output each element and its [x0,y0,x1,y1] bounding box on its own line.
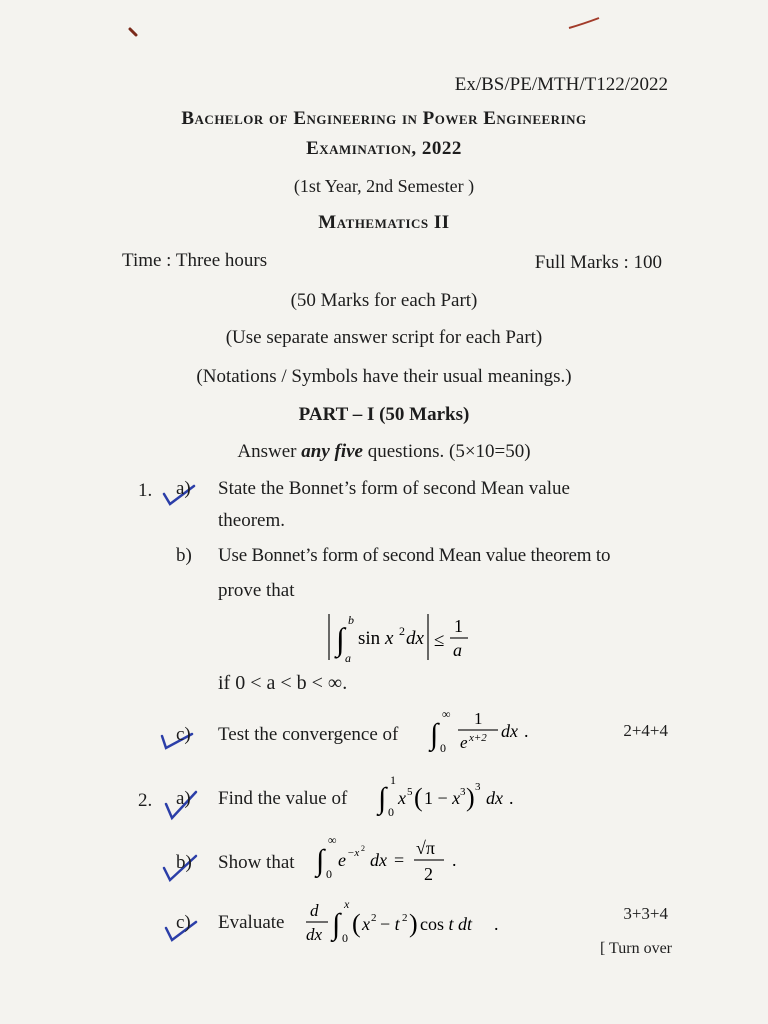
svg-text:2: 2 [399,624,405,638]
svg-text:∞: ∞ [442,707,451,721]
svg-text:∫: ∫ [332,908,341,941]
question-1a-label: a) [176,478,191,499]
svg-text:): ) [409,909,418,938]
svg-text:∫: ∫ [316,844,325,877]
svg-text:x+2: x+2 [469,732,487,744]
svg-text:dx: dx [486,788,503,808]
degree-title: Bachelor of Engineering in Power Engineering [181,108,587,129]
note-marks-each-part: (50 Marks for each Part) [290,290,478,311]
svg-text:2: 2 [371,912,377,924]
pen-mark-dash [565,14,605,34]
svg-text:d: d [310,901,319,920]
year-semester: (1st Year, 2nd Semester ) [293,176,475,196]
question-2a-text: Find the value of [218,788,348,809]
question-1b-condition: if 0 < a < b < ∞. [218,672,348,694]
subject-title: Mathematics II [318,212,450,233]
svg-text:∫: ∫ [336,621,345,657]
turn-over-note: [ Turn over [599,940,672,957]
svg-text:cos t dt: cos t dt [420,914,473,934]
question-1c-label: c) [176,724,191,745]
formula-beta-integral [376,770,536,820]
svg-text:3: 3 [460,786,466,798]
svg-text:1: 1 [390,773,396,787]
svg-text:): ) [466,783,475,812]
svg-text:2: 2 [402,912,408,924]
full-marks: Full Marks : 100 [534,252,662,273]
svg-text:0: 0 [440,741,446,755]
svg-text:x: x [362,914,370,934]
question-1b-text-2: prove that [218,580,295,601]
svg-text:5: 5 [407,786,413,798]
svg-text:.: . [452,850,457,870]
svg-text:.: . [509,788,514,808]
svg-text:dx: dx [370,850,387,870]
question-1a-text-2: theorem. [218,510,286,531]
svg-text:0: 0 [326,867,332,881]
svg-text:dx: dx [501,721,518,741]
svg-text:dx: dx [406,628,424,649]
question-2c-text: Evaluate [218,912,285,933]
question-2a-label: a) [176,788,191,809]
time-allowed: Time : Three hours [122,250,268,271]
svg-text:−x: −x [347,847,360,859]
svg-text:√π: √π [416,838,435,858]
svg-text:∫: ∫ [430,718,439,751]
formula-leibniz-derivative [304,894,514,950]
svg-text:− t: − t [380,914,400,934]
svg-text:1 − x: 1 − x [424,788,461,808]
paper-code: Ex/BS/PE/MTH/T122/2022 [454,74,668,95]
svg-text:=: = [394,850,405,870]
question-2b-text: Show that [218,852,295,873]
svg-text:2: 2 [361,844,365,853]
question-1c-text: Test the convergence of [218,724,399,745]
svg-text:0: 0 [342,931,348,945]
part-title: PART – I (50 Marks) [298,404,470,425]
svg-text:dx: dx [306,925,323,944]
svg-text:b: b [348,613,354,627]
svg-text:a: a [345,651,351,665]
question-2-marks: 3+3+4 [623,904,668,923]
question-1-marks: 2+4+4 [623,721,668,740]
svg-text:0: 0 [388,805,394,819]
question-1b-label: b) [176,545,192,566]
note-notations: (Notations / Symbols have their usual meanings.) [196,366,572,387]
svg-text:(: ( [352,909,361,938]
svg-text:x: x [344,897,350,911]
part-instruction: Answer any five questions. (5×10=50) [237,441,531,462]
svg-text:a: a [453,640,462,660]
svg-text:.: . [494,914,499,934]
question-1a-text: State the Bonnet’s form of second Mean value [218,478,570,499]
formula-bonnet-inequality [326,608,476,666]
question-2b-label: b) [176,852,192,873]
svg-text:≤: ≤ [434,630,445,651]
svg-text:sin x: sin x [358,628,394,649]
svg-text:3: 3 [475,781,481,793]
formula-gaussian-integral [314,830,474,888]
svg-text:x: x [398,788,406,808]
pen-mark-dot [128,26,142,40]
svg-text:1: 1 [474,709,483,728]
question-2c-label: c) [176,912,191,933]
svg-text:1: 1 [454,616,463,636]
formula-convergence-integral [428,704,548,756]
question-1b-text: Use Bonnet’s form of second Mean value theorem to [218,545,611,566]
note-separate-script: (Use separate answer script for each Part) [225,327,543,348]
svg-text:e: e [338,850,346,870]
question-2-number: 2. [138,790,153,811]
question-1-number: 1. [138,480,153,501]
svg-text:2: 2 [424,864,433,884]
exam-title: Examination, 2022 [306,138,462,159]
svg-text:.: . [524,721,529,741]
svg-text:(: ( [414,783,423,812]
svg-text:∫: ∫ [378,782,387,815]
svg-text:e: e [460,733,468,752]
svg-text:∞: ∞ [328,833,337,847]
